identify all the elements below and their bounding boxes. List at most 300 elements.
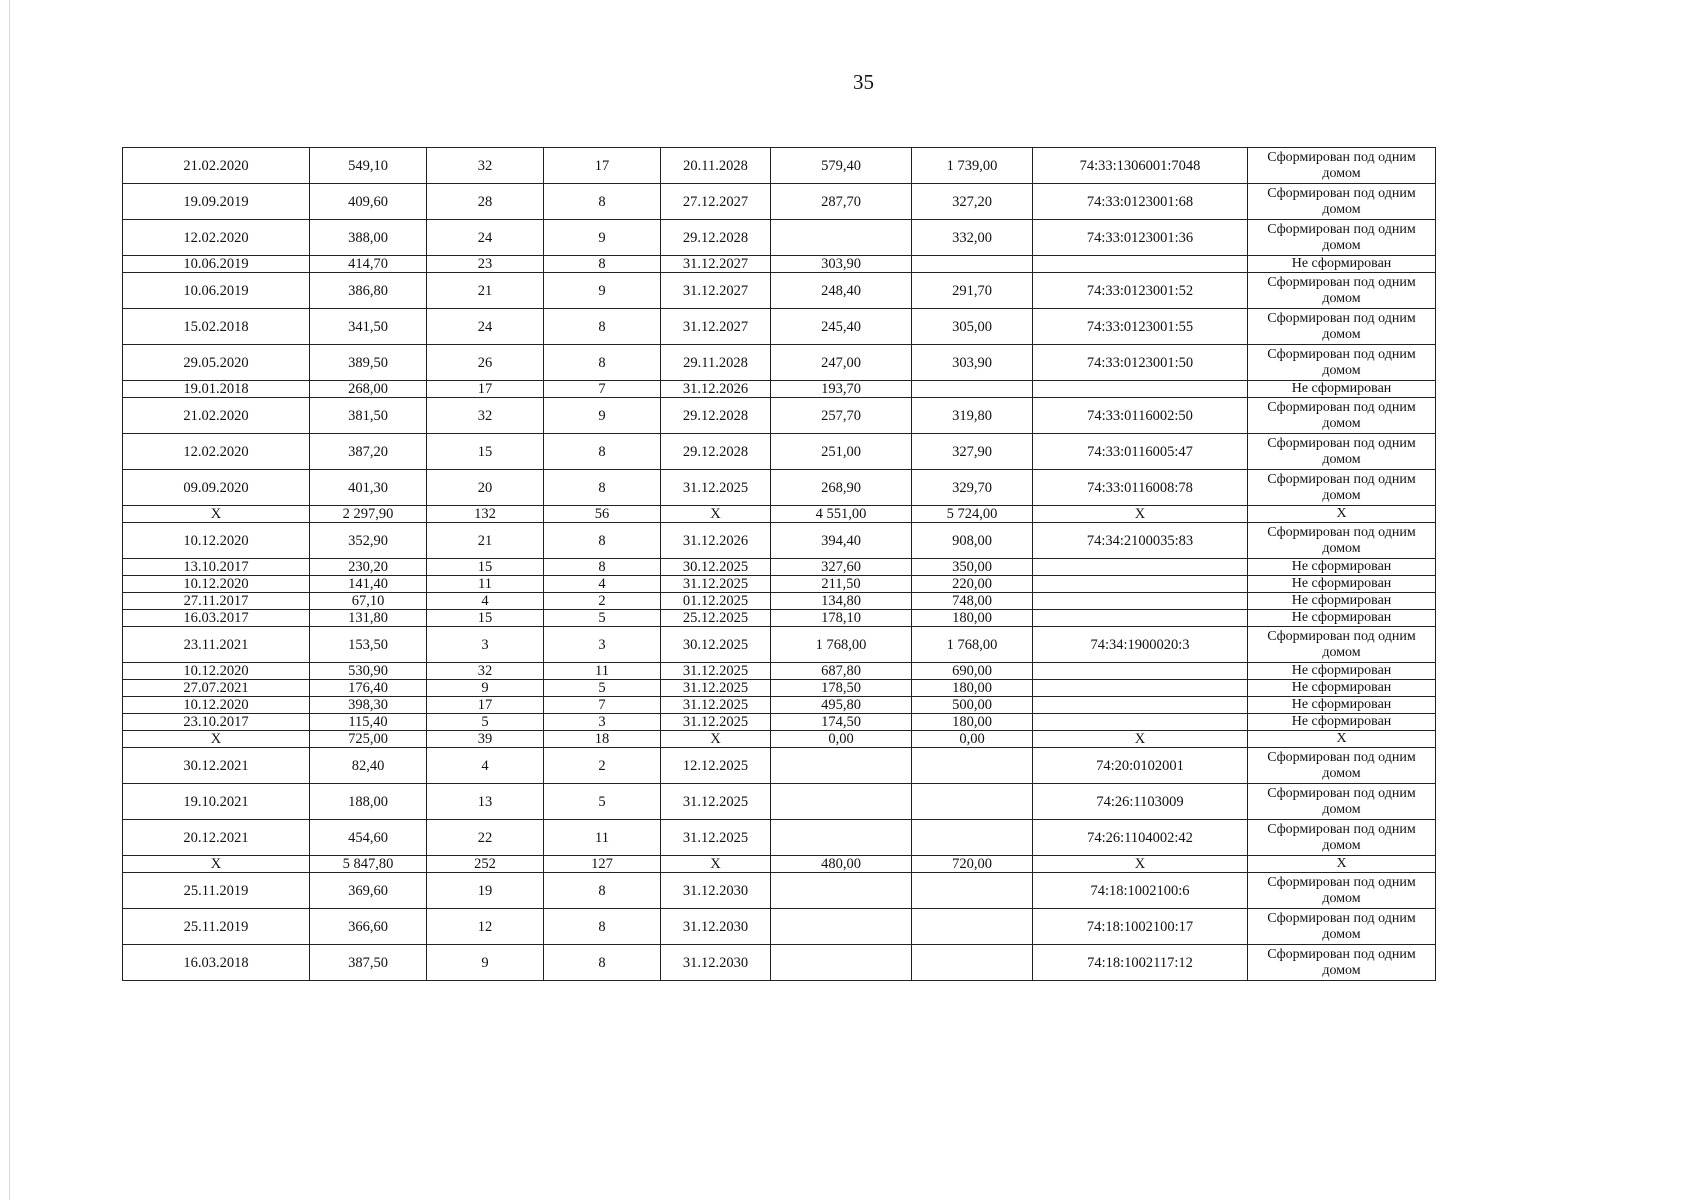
table-cell [1033,559,1248,576]
table-cell: 5 847,80 [310,856,427,873]
table-cell: 188,00 [310,784,427,820]
table-cell: Сформирован под одним домом [1248,820,1436,856]
table-cell: Сформирован под одним домом [1248,945,1436,981]
table-cell: 303,90 [771,256,912,273]
table-cell: 8 [544,345,661,381]
table-cell: 394,40 [771,523,912,559]
table-row [123,220,1436,256]
table-cell: 24 [427,309,544,345]
data-table [122,147,1436,981]
table-cell: 74:33:1306001:7048 [1033,148,1248,184]
table-cell: Не сформирован [1248,559,1436,576]
table-cell: 193,70 [771,381,912,398]
table-cell: Сформирован под одним домом [1248,523,1436,559]
table-cell: 3 [544,627,661,663]
table-cell: 327,60 [771,559,912,576]
table-row [123,784,1436,820]
table-cell: 8 [544,523,661,559]
table-cell: 74:33:0123001:52 [1033,273,1248,309]
table-cell: 15.02.2018 [123,309,310,345]
table-cell: 366,60 [310,909,427,945]
table-cell: 2 [544,748,661,784]
table-cell [912,381,1033,398]
table-cell: 10.12.2020 [123,523,310,559]
table-cell: 74:33:0116008:78 [1033,470,1248,506]
table-row [123,523,1436,559]
table-cell: 8 [544,559,661,576]
table-row [123,945,1436,981]
table-cell [1033,256,1248,273]
table-row [123,820,1436,856]
table-cell: 17 [427,381,544,398]
table-cell: 127 [544,856,661,873]
table-cell: 414,70 [310,256,427,273]
table-cell: Сформирован под одним домом [1248,309,1436,345]
table-cell: Сформирован под одним домом [1248,470,1436,506]
table-cell: Сформирован под одним домом [1248,398,1436,434]
table-cell: 409,60 [310,184,427,220]
table-cell: 381,50 [310,398,427,434]
table-cell: 180,00 [912,714,1033,731]
table-cell: X [1248,506,1436,523]
table-cell: X [1033,856,1248,873]
table-cell [1033,576,1248,593]
table-cell: 31.12.2025 [661,576,771,593]
table-cell: 74:18:1002117:12 [1033,945,1248,981]
table-cell [771,784,912,820]
table-cell: 27.12.2027 [661,184,771,220]
table-row [123,470,1436,506]
table-cell: 387,20 [310,434,427,470]
table-cell: 319,80 [912,398,1033,434]
table-cell: 7 [544,697,661,714]
table-cell: 141,40 [310,576,427,593]
table-cell: 908,00 [912,523,1033,559]
table-cell: 16.03.2018 [123,945,310,981]
table-cell: 4 551,00 [771,506,912,523]
table-cell: Сформирован под одним домом [1248,273,1436,309]
table-cell: X [661,731,771,748]
table-cell: 387,50 [310,945,427,981]
table-cell: 9 [427,945,544,981]
table-cell: 15 [427,559,544,576]
table-cell: 132 [427,506,544,523]
table-cell: 31.12.2027 [661,273,771,309]
table-cell: 31.12.2026 [661,523,771,559]
table-cell: 178,50 [771,680,912,697]
table-cell: 23.11.2021 [123,627,310,663]
table-cell [912,909,1033,945]
table-cell: 17 [427,697,544,714]
table-cell: 19.01.2018 [123,381,310,398]
table-cell: 291,70 [912,273,1033,309]
table-row [123,909,1436,945]
table-cell: 31.12.2025 [661,820,771,856]
table-cell: 32 [427,663,544,680]
table-cell: 31.12.2025 [661,470,771,506]
table-cell: 8 [544,256,661,273]
table-cell: 29.05.2020 [123,345,310,381]
table-cell: 5 724,00 [912,506,1033,523]
table-cell: 5 [544,784,661,820]
table-cell: 31.12.2030 [661,873,771,909]
table-cell: 15 [427,434,544,470]
table-cell: Не сформирован [1248,593,1436,610]
table-cell: 23.10.2017 [123,714,310,731]
table-row [123,345,1436,381]
table-cell: 10.12.2020 [123,576,310,593]
table-cell: 74:18:1002100:17 [1033,909,1248,945]
table-cell: 26 [427,345,544,381]
table-cell [912,784,1033,820]
table-cell: X [123,856,310,873]
table-cell: 74:20:0102001 [1033,748,1248,784]
table-cell: 13 [427,784,544,820]
table-cell [771,748,912,784]
table-cell: 329,70 [912,470,1033,506]
table-cell: 31.12.2030 [661,909,771,945]
table-cell: 176,40 [310,680,427,697]
table-cell [912,820,1033,856]
table-cell: 19.10.2021 [123,784,310,820]
table-cell: 10.12.2020 [123,697,310,714]
table-cell: 5 [544,610,661,627]
table-cell: Не сформирован [1248,576,1436,593]
table-cell: 8 [544,184,661,220]
table-cell: 20.11.2028 [661,148,771,184]
table-cell [1033,593,1248,610]
table-cell: 74:33:0123001:50 [1033,345,1248,381]
table-cell: 67,10 [310,593,427,610]
table-cell: 09.09.2020 [123,470,310,506]
table-cell: 211,50 [771,576,912,593]
table-cell: 305,00 [912,309,1033,345]
table-cell: 19.09.2019 [123,184,310,220]
table-cell: 9 [544,398,661,434]
table-cell: 1 768,00 [912,627,1033,663]
table-cell: 31.12.2025 [661,784,771,820]
table-cell [1033,381,1248,398]
table-cell: 31.12.2026 [661,381,771,398]
table-cell: 251,00 [771,434,912,470]
table-cell: 4 [427,593,544,610]
table-cell: 230,20 [310,559,427,576]
table-cell: 11 [544,663,661,680]
table-cell: 21.02.2020 [123,148,310,184]
table-cell: 12.02.2020 [123,434,310,470]
table-cell: 21 [427,523,544,559]
table-cell: 0,00 [912,731,1033,748]
table-cell: 8 [544,873,661,909]
table-row [123,697,1436,714]
table-cell: 12.02.2020 [123,220,310,256]
table-cell: 549,10 [310,148,427,184]
table-cell: 74:34:2100035:83 [1033,523,1248,559]
table-cell: Не сформирован [1248,714,1436,731]
table-cell: 74:33:0123001:55 [1033,309,1248,345]
table-row [123,873,1436,909]
table-cell: 20.12.2021 [123,820,310,856]
table-cell: 287,70 [771,184,912,220]
table-cell: 74:26:1103009 [1033,784,1248,820]
table-cell: 495,80 [771,697,912,714]
table-cell [771,873,912,909]
table-cell: 8 [544,470,661,506]
table-cell: 16.03.2017 [123,610,310,627]
table-cell [1033,714,1248,731]
scan-edge [9,0,10,1200]
table-cell: 17 [544,148,661,184]
table-cell: 32 [427,148,544,184]
table-cell [771,909,912,945]
table-row [123,680,1436,697]
table-cell: Не сформирован [1248,381,1436,398]
table-row [123,663,1436,680]
table-body [123,148,1436,981]
table-cell: 25.12.2025 [661,610,771,627]
table-cell: 30.12.2025 [661,627,771,663]
table-cell [912,748,1033,784]
table-cell: 74:33:0123001:36 [1033,220,1248,256]
table-cell [771,820,912,856]
table-row [123,610,1436,627]
table-cell: 687,80 [771,663,912,680]
table-cell: 11 [544,820,661,856]
table-cell: 29.12.2028 [661,398,771,434]
table-cell: Сформирован под одним домом [1248,909,1436,945]
table-cell: 30.12.2025 [661,559,771,576]
table-cell: 401,30 [310,470,427,506]
table-cell: Сформирован под одним домом [1248,148,1436,184]
table-row [123,856,1436,873]
table-cell: 3 [427,627,544,663]
table-cell: Сформирован под одним домом [1248,784,1436,820]
table-cell: Не сформирован [1248,663,1436,680]
table-cell: Сформирован под одним домом [1248,434,1436,470]
table-row [123,506,1436,523]
table-cell: 21.02.2020 [123,398,310,434]
table-cell: 9 [544,273,661,309]
table-cell: 530,90 [310,663,427,680]
table-cell: Сформирован под одним домом [1248,220,1436,256]
table-cell: 2 [544,593,661,610]
table-cell: 350,00 [912,559,1033,576]
table-cell: X [661,506,771,523]
table-cell: 134,80 [771,593,912,610]
table-cell: Не сформирован [1248,256,1436,273]
table-cell: 579,40 [771,148,912,184]
table-cell: 22 [427,820,544,856]
table-cell: 31.12.2027 [661,309,771,345]
table-cell [912,256,1033,273]
table-cell: 131,80 [310,610,427,627]
table-cell: 23 [427,256,544,273]
table-cell: 220,00 [912,576,1033,593]
table-cell: 386,80 [310,273,427,309]
table-cell: 480,00 [771,856,912,873]
table-cell: 30.12.2021 [123,748,310,784]
table-cell: 29.11.2028 [661,345,771,381]
table-cell [1033,663,1248,680]
table-row [123,309,1436,345]
table-cell: 327,20 [912,184,1033,220]
table-cell: 352,90 [310,523,427,559]
table-row [123,627,1436,663]
table-cell: 74:34:1900020:3 [1033,627,1248,663]
table-cell [1033,610,1248,627]
table-cell: 327,90 [912,434,1033,470]
table-cell: 25.11.2019 [123,909,310,945]
table-cell: 74:33:0116002:50 [1033,398,1248,434]
table-cell: 9 [427,680,544,697]
table-row [123,714,1436,731]
table-row [123,381,1436,398]
table-cell: 8 [544,434,661,470]
table-cell: X [1248,731,1436,748]
table-cell: Сформирован под одним домом [1248,748,1436,784]
table-cell: 180,00 [912,680,1033,697]
table-cell: X [1248,856,1436,873]
table-cell: 31.12.2027 [661,256,771,273]
table-cell: 369,60 [310,873,427,909]
table-cell: 31.12.2025 [661,714,771,731]
table-cell: 31.12.2030 [661,945,771,981]
table-cell: 3 [544,714,661,731]
table-cell: 1 739,00 [912,148,1033,184]
table-cell: 8 [544,945,661,981]
table-cell: 24 [427,220,544,256]
table-cell: 115,40 [310,714,427,731]
table-cell: 500,00 [912,697,1033,714]
table-cell: 10.06.2019 [123,273,310,309]
table-row [123,398,1436,434]
table-row [123,748,1436,784]
table-cell: X [123,731,310,748]
table-row [123,256,1436,273]
table-cell: 56 [544,506,661,523]
table-cell: 252 [427,856,544,873]
table-cell: 332,00 [912,220,1033,256]
table-cell [771,945,912,981]
table-cell [912,873,1033,909]
table-cell: Не сформирован [1248,610,1436,627]
table-row [123,434,1436,470]
table-row [123,184,1436,220]
table-cell [1033,680,1248,697]
table-cell: 28 [427,184,544,220]
table-cell: 454,60 [310,820,427,856]
table-cell: 74:33:0123001:68 [1033,184,1248,220]
table-cell: X [1033,506,1248,523]
table-cell: 303,90 [912,345,1033,381]
table-cell: 388,00 [310,220,427,256]
table-cell: 11 [427,576,544,593]
table-cell: 268,00 [310,381,427,398]
table-row [123,731,1436,748]
table-cell [912,945,1033,981]
table-cell: Сформирован под одним домом [1248,184,1436,220]
table-cell: 7 [544,381,661,398]
table-cell: 74:33:0116005:47 [1033,434,1248,470]
table-cell: 178,10 [771,610,912,627]
table-cell: 19 [427,873,544,909]
table-cell: 29.12.2028 [661,434,771,470]
table-cell: 247,00 [771,345,912,381]
table-cell: 4 [427,748,544,784]
table-cell: 10.12.2020 [123,663,310,680]
table-cell: 245,40 [771,309,912,345]
page-number: 35 [853,70,874,94]
table-row [123,593,1436,610]
table-cell [771,220,912,256]
table-cell: 29.12.2028 [661,220,771,256]
table-cell: 268,90 [771,470,912,506]
table-cell: Не сформирован [1248,697,1436,714]
table-cell: 5 [427,714,544,731]
table-cell: 180,00 [912,610,1033,627]
table-cell: X [661,856,771,873]
table-cell: 8 [544,309,661,345]
table-cell: 27.11.2017 [123,593,310,610]
table-cell: 5 [544,680,661,697]
table-cell: 21 [427,273,544,309]
table-cell: 82,40 [310,748,427,784]
table-cell: 341,50 [310,309,427,345]
table-cell: 8 [544,909,661,945]
table-cell: 248,40 [771,273,912,309]
table-cell: 257,70 [771,398,912,434]
table-cell: 174,50 [771,714,912,731]
table-cell: 4 [544,576,661,593]
table-cell: X [123,506,310,523]
table-cell: 690,00 [912,663,1033,680]
table-cell: 13.10.2017 [123,559,310,576]
table-cell: 2 297,90 [310,506,427,523]
table-cell: 153,50 [310,627,427,663]
table-cell: 12.12.2025 [661,748,771,784]
table-cell: 20 [427,470,544,506]
table-cell: Не сформирован [1248,680,1436,697]
table-cell: 32 [427,398,544,434]
table-cell: 725,00 [310,731,427,748]
table-cell: 748,00 [912,593,1033,610]
table-cell: 39 [427,731,544,748]
table-cell: 12 [427,909,544,945]
table-cell: 31.12.2025 [661,697,771,714]
table-cell: 398,30 [310,697,427,714]
table-cell: 1 768,00 [771,627,912,663]
table-cell: 31.12.2025 [661,663,771,680]
table-cell: Сформирован под одним домом [1248,345,1436,381]
table-cell: 25.11.2019 [123,873,310,909]
table-cell: 720,00 [912,856,1033,873]
table-cell: 18 [544,731,661,748]
table-cell: 74:18:1002100:6 [1033,873,1248,909]
table-cell: Сформирован под одним домом [1248,873,1436,909]
table-cell [1033,697,1248,714]
table-cell: 15 [427,610,544,627]
table-row [123,148,1436,184]
table-cell: 0,00 [771,731,912,748]
table-cell: 10.06.2019 [123,256,310,273]
table-cell: 01.12.2025 [661,593,771,610]
table-cell: 74:26:1104002:42 [1033,820,1248,856]
table-row [123,559,1436,576]
table-cell: 389,50 [310,345,427,381]
table-row [123,273,1436,309]
table-cell: 9 [544,220,661,256]
table-cell: X [1033,731,1248,748]
